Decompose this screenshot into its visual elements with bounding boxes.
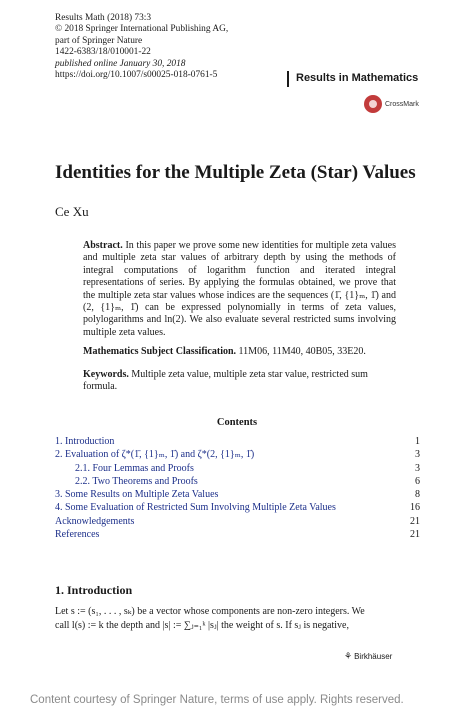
msc-classification: [83, 346, 403, 357]
abstract-label: Abstract.: [83, 240, 123, 251]
toc-link[interactable]: References: [55, 529, 100, 541]
table-of-contents: [55, 436, 420, 542]
crossmark-badge[interactable]: [364, 95, 419, 113]
meta-copyright: © 2018 Springer International Publishing AG,: [55, 24, 229, 35]
toc-link[interactable]: 2.2. Two Theorems and Proofs: [75, 475, 198, 487]
crossmark-icon: [364, 95, 382, 113]
toc-item-evaluation[interactable]: [55, 449, 420, 462]
body-line: Let s := (s₁, . . . , sₖ) be a vector whose components are non-zero integers. We: [55, 606, 365, 617]
toc-item-four-lemmas[interactable]: [55, 463, 420, 476]
meta-doi-link[interactable]: https://doi.org/10.1007/s00025-018-0761-5: [55, 70, 218, 81]
toc-title: Contents: [216, 417, 258, 428]
toc-item-introduction[interactable]: [55, 436, 420, 449]
journal-meta: [55, 13, 228, 81]
toc-page: 6: [415, 475, 420, 487]
toc-link[interactable]: 2.1. Four Lemmas and Proofs: [75, 462, 194, 474]
journal-brand: [287, 71, 429, 87]
journal-brand-label: Results in Mathematics: [296, 72, 419, 84]
paper-title: Identities for the Multiple Zeta (Star) Values: [55, 162, 416, 183]
author-name: Ce Xu: [55, 204, 89, 219]
birkhauser-icon: ⚘: [344, 651, 353, 661]
meta-citation: Results Math (2018) 73:3: [55, 13, 152, 23]
toc-link[interactable]: 1. Introduction: [55, 436, 115, 447]
toc-link[interactable]: 2. Evaluation of ζ*(1̄, {1}ₘ, 1̄) and ζ*(2, {1}ₘ, 1̄): [55, 449, 255, 461]
toc-item-restricted-sum[interactable]: [55, 502, 420, 515]
crossmark-label: CrossMark: [385, 100, 419, 108]
meta-publisher: part of Springer Nature: [55, 35, 143, 46]
publisher-logo: [344, 651, 392, 662]
msc-text: 11M06, 11M40, 40B05, 33E20.: [238, 346, 366, 357]
keywords-text: Multiple zeta value, multiple zeta star value, restricted sum formula.: [83, 369, 368, 393]
keywords-label: Keywords.: [83, 369, 129, 380]
toc-page: 3: [415, 462, 420, 474]
msc-label: Mathematics Subject Classification.: [83, 346, 237, 357]
toc-link[interactable]: Acknowledgements: [55, 515, 135, 527]
toc-page: 8: [415, 489, 420, 501]
toc-page: 3: [415, 449, 420, 461]
toc-link[interactable]: 3. Some Results on Multiple Zeta Values: [55, 489, 219, 501]
footer-notice: Content courtesy of Springer Nature, terms of use apply. Rights reserved.: [30, 694, 404, 706]
toc-page: 16: [410, 502, 420, 514]
toc-item-two-theorems[interactable]: [55, 476, 420, 489]
toc-link[interactable]: 4. Some Evaluation of Restricted Sum Involving Multiple Zeta Values: [55, 502, 336, 514]
toc-page: 21: [410, 529, 420, 541]
abstract-text: In this paper we prove some new identities for multiple zeta values and multiple zeta star values of arbitrary depth by using the methods of integral computations of logarithm function and iterated integral representations of series. By applying the formulas obtained, we prove that the multiple zeta star values whose indices are the sequences (1̄, {1}ₘ, 1̄) and (2, {1}ₘ, 1̄) can be expressed polynomially in terms of zeta values, polylogarithms and ln(2). We also evaluate several restricted sums involving multiple zeta values.: [83, 240, 396, 338]
body-line: call l(s) := k the depth and |s| := ∑ⱼ₌₁ᵏ |sⱼ| the weight of s. If sⱼ is negative,: [55, 619, 349, 631]
toc-item-some-results[interactable]: [55, 489, 420, 502]
toc-item-acknowledgements[interactable]: [55, 516, 420, 529]
keywords: [83, 369, 396, 394]
abstract: [83, 240, 396, 339]
meta-published-date: published online January 30, 2018: [55, 58, 186, 69]
body-text: [55, 605, 420, 632]
publisher-logo-label: Birkhäuser: [354, 652, 393, 661]
section-heading: 1. Introduction: [55, 583, 133, 597]
toc-page: 1: [415, 436, 420, 447]
toc-page: 21: [410, 515, 420, 527]
meta-issn: 1422-6383/18/010001-22: [55, 47, 151, 58]
toc-item-references[interactable]: [55, 529, 420, 542]
